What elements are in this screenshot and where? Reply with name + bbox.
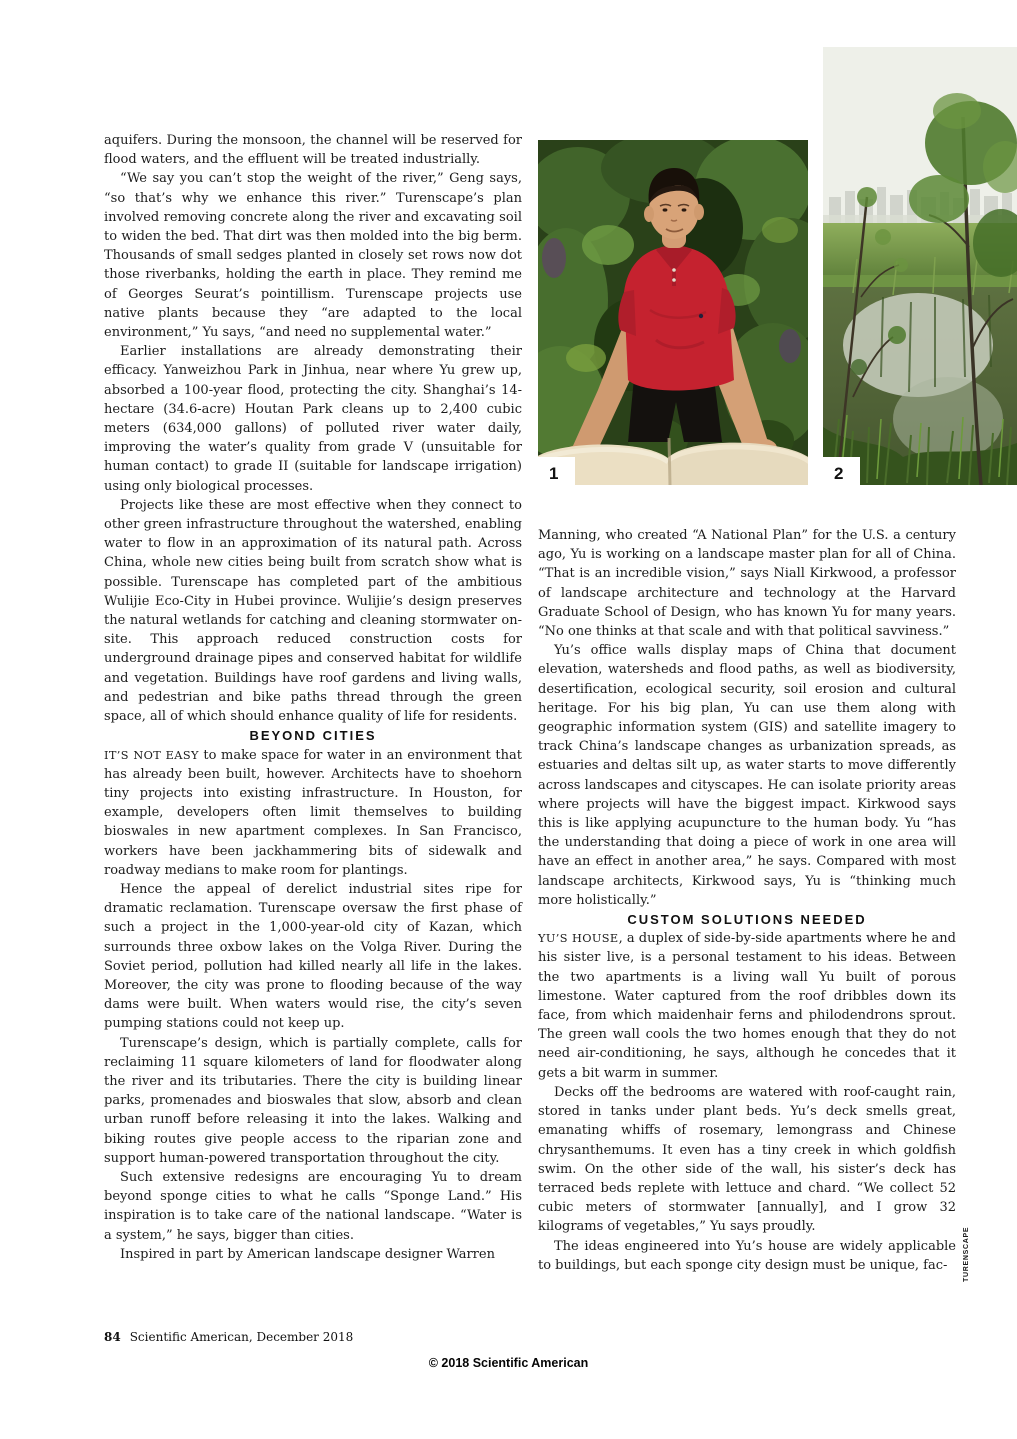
paragraph <box>538 929 956 1083</box>
paragraph: Hence the appeal of derelict industrial sites ripe for dramatic reclamation. Turenscape oversaw the first phase of such a project in the 1,000-year-old city of Kazan, which surrounds three oxbow lakes on the Volga River. During the Soviet period, pollution had killed nearly all life in the lakes. Moreover, the city was prone to flooding because of the way dams were built. When waters would rise, the city’s seven pumping stations could not keep up. <box>104 881 522 1032</box>
paragraph: The ideas engineered into Yu’s house are widely applicable to buildings, but each sponge city design must be unique, fac- <box>538 1238 956 1273</box>
portrait-illustration <box>538 140 808 485</box>
paragraph: Such extensive redesigns are encouraging Yu to dream beyond sponge cities to what he calls “Sponge Land.” His inspiration is to take care of the national landscape. “Water is a system,” he says, bigger than cities. <box>104 1169 522 1243</box>
photo-portrait-living-wall <box>538 140 808 485</box>
article-column-left <box>104 131 522 1264</box>
copyright-line: © 2018 Scientific American <box>428 1356 589 1370</box>
paragraph: Inspired in part by American landscape designer Warren <box>120 1246 495 1262</box>
section-heading-custom-solutions: CUSTOM SOLUTIONS NEEDED <box>627 912 867 928</box>
paragraph: Earlier installations are already demonstrating their efficacy. Yanweizhou Park in Jinhua, near where Yu grew up, absorbed a 100-year flood, protecting the city. Shanghai’s 14-hectare (34.6-acre) Houtan Park cleans up to 2,400 cubic meters (634,000 gallons) of polluted river water daily, improving the water’s quality from grade V (unsuitable for human contact) to grade II (suitable for landscape irrigation) using only biological processes. <box>104 344 522 494</box>
page-number: 84 <box>104 1330 121 1344</box>
folio-line <box>104 1330 353 1344</box>
photo-credit: TURENSCAPE <box>963 1226 970 1282</box>
small-caps-lead: IT’S NOT EASY <box>104 748 199 762</box>
photo-number-badge <box>538 457 575 485</box>
small-caps-lead: YU’S HOUSE <box>538 932 619 946</box>
paragraph <box>104 746 522 880</box>
paragraph: Turenscape’s design, which is partially complete, calls for reclaiming 11 square kilometers of land for floodwater along the river and its tributaries. There the city is building linear parks, promenades and bioswales that slow, absorb and clean urban runoff before releasing it into the lakes. Walking and biking routes give people access to the riparian zone and support human-powered transportation throughout the city. <box>104 1035 522 1166</box>
section-heading-beyond-cities: BEYOND CITIES <box>249 728 377 744</box>
paragraph: Yu’s office walls display maps of China that document elevation, watersheds and flood paths, as well as biodiversity, desertification, ecological security, soil erosion and cultural heritage. For his big plan, Yu can use them along with geographic information system (GIS) and satellite imagery to track China’s landscape changes as urbanization spreads, as estuaries and deltas silt up, as water starts to move differently across landscapes and cityscapes. He can isolate priority areas where projects will have the biggest impact. Kirkwood says this is like applying acupuncture to the human body. Yu “has the understanding that doing a piece of work in one area will have an effect in another area,” he says. Compared with most landscape architects, Kirkwood says, Yu is “thinking much more holistically.” <box>538 643 956 908</box>
article-column-right <box>538 526 956 1275</box>
paragraph: “We say you can’t stop the weight of the river,” Geng says, “so that’s why we enhance this river.” Turenscape’s plan involved removing concrete along the river and excavating soil to widen the bed. That dirt was then molded into the big berm. Thousands of small sedges planted in closely set rows now dot those riverbanks, holding the earth in place. They remind me of Georges Seurat’s pointillism. Turenscape projects use native plants because they “are adapted to the local environment,” Yu says, “and need no supplemental water.” <box>104 171 522 341</box>
wetland-illustration <box>823 47 1017 485</box>
photo-wetland-park <box>823 47 1017 485</box>
paragraph: aquifers. During the monsoon, the channel will be reserved for flood waters, and the effluent will be treated industrially. <box>104 133 522 168</box>
paragraph-text: , a duplex of side-by-side apartments where he and his sister live, is a personal testament to his ideas. Between the two apartments is a living wall Yu built of porous limestone. Water captured from the roof dribbles down its face, from which maidenhair ferns and philodendrons sprout. The green wall cools the two homes enough that they do not need air-conditioning, he says, although he concedes that it gets a bit warm in summer. <box>538 931 956 1081</box>
svg-text:2: 2 <box>834 464 844 483</box>
paragraph: Projects like these are most effective when they connect to other green infrastructure throughout the watershed, enabling water to flow in an approximation of its natural path. Across China, whole new cities being built from scratch show what is possible. Turenscape has completed part of the ambitious Wulijie Eco-City in Hubei province. Wulijie’s design preserves the natural wetlands for catching and cleaning stormwater on-site. This approach reduced construction costs for underground drainage pipes and conserved habitat for wildlife and vegetation. Buildings have roof gardens and living walls, and pedestrian and bike paths thread through the green space, all of which should enhance quality of life for residents. <box>104 497 522 725</box>
paragraph: Manning, who created “A National Plan” for the U.S. a century ago, Yu is working on a landscape master plan for all of China. “That is an incredible vision,” says Niall Kirkwood, a professor of landscape architecture and technology at the Harvard Graduate School of Design, who has known Yu for many years. “No one thinks at that scale and with that political savviness.” <box>538 528 956 640</box>
paragraph-text: to make space for water in an environment that has already been built, however. Architects have to shoehorn tiny projects into existing infrastructure. In Houston, for example, developers often limit themselves to building bioswales in new apartment complexes. In San Francisco, workers have been jackhammering bits of sidewalk and roadway medians to make room for plantings. <box>104 747 523 878</box>
magazine-name-date: Scientific American, December 2018 <box>129 1330 354 1344</box>
photo-number-badge <box>823 457 860 485</box>
svg-text:1: 1 <box>549 464 559 483</box>
paragraph: Decks off the bedrooms are watered with roof-caught rain, stored in tanks under plant beds. Yu’s deck smells great, emanating whiffs of rosemary, lemongrass and Chinese chrysanthemums. It even has a tiny creek in which goldfish swim. On the other side of the wall, his sister’s deck has terraced beds replete with lettuce and chard. “We collect 52 cubic meters of stormwater [annually], and I grow 32 kilograms of vegetables,” Yu says proudly. <box>538 1084 956 1235</box>
